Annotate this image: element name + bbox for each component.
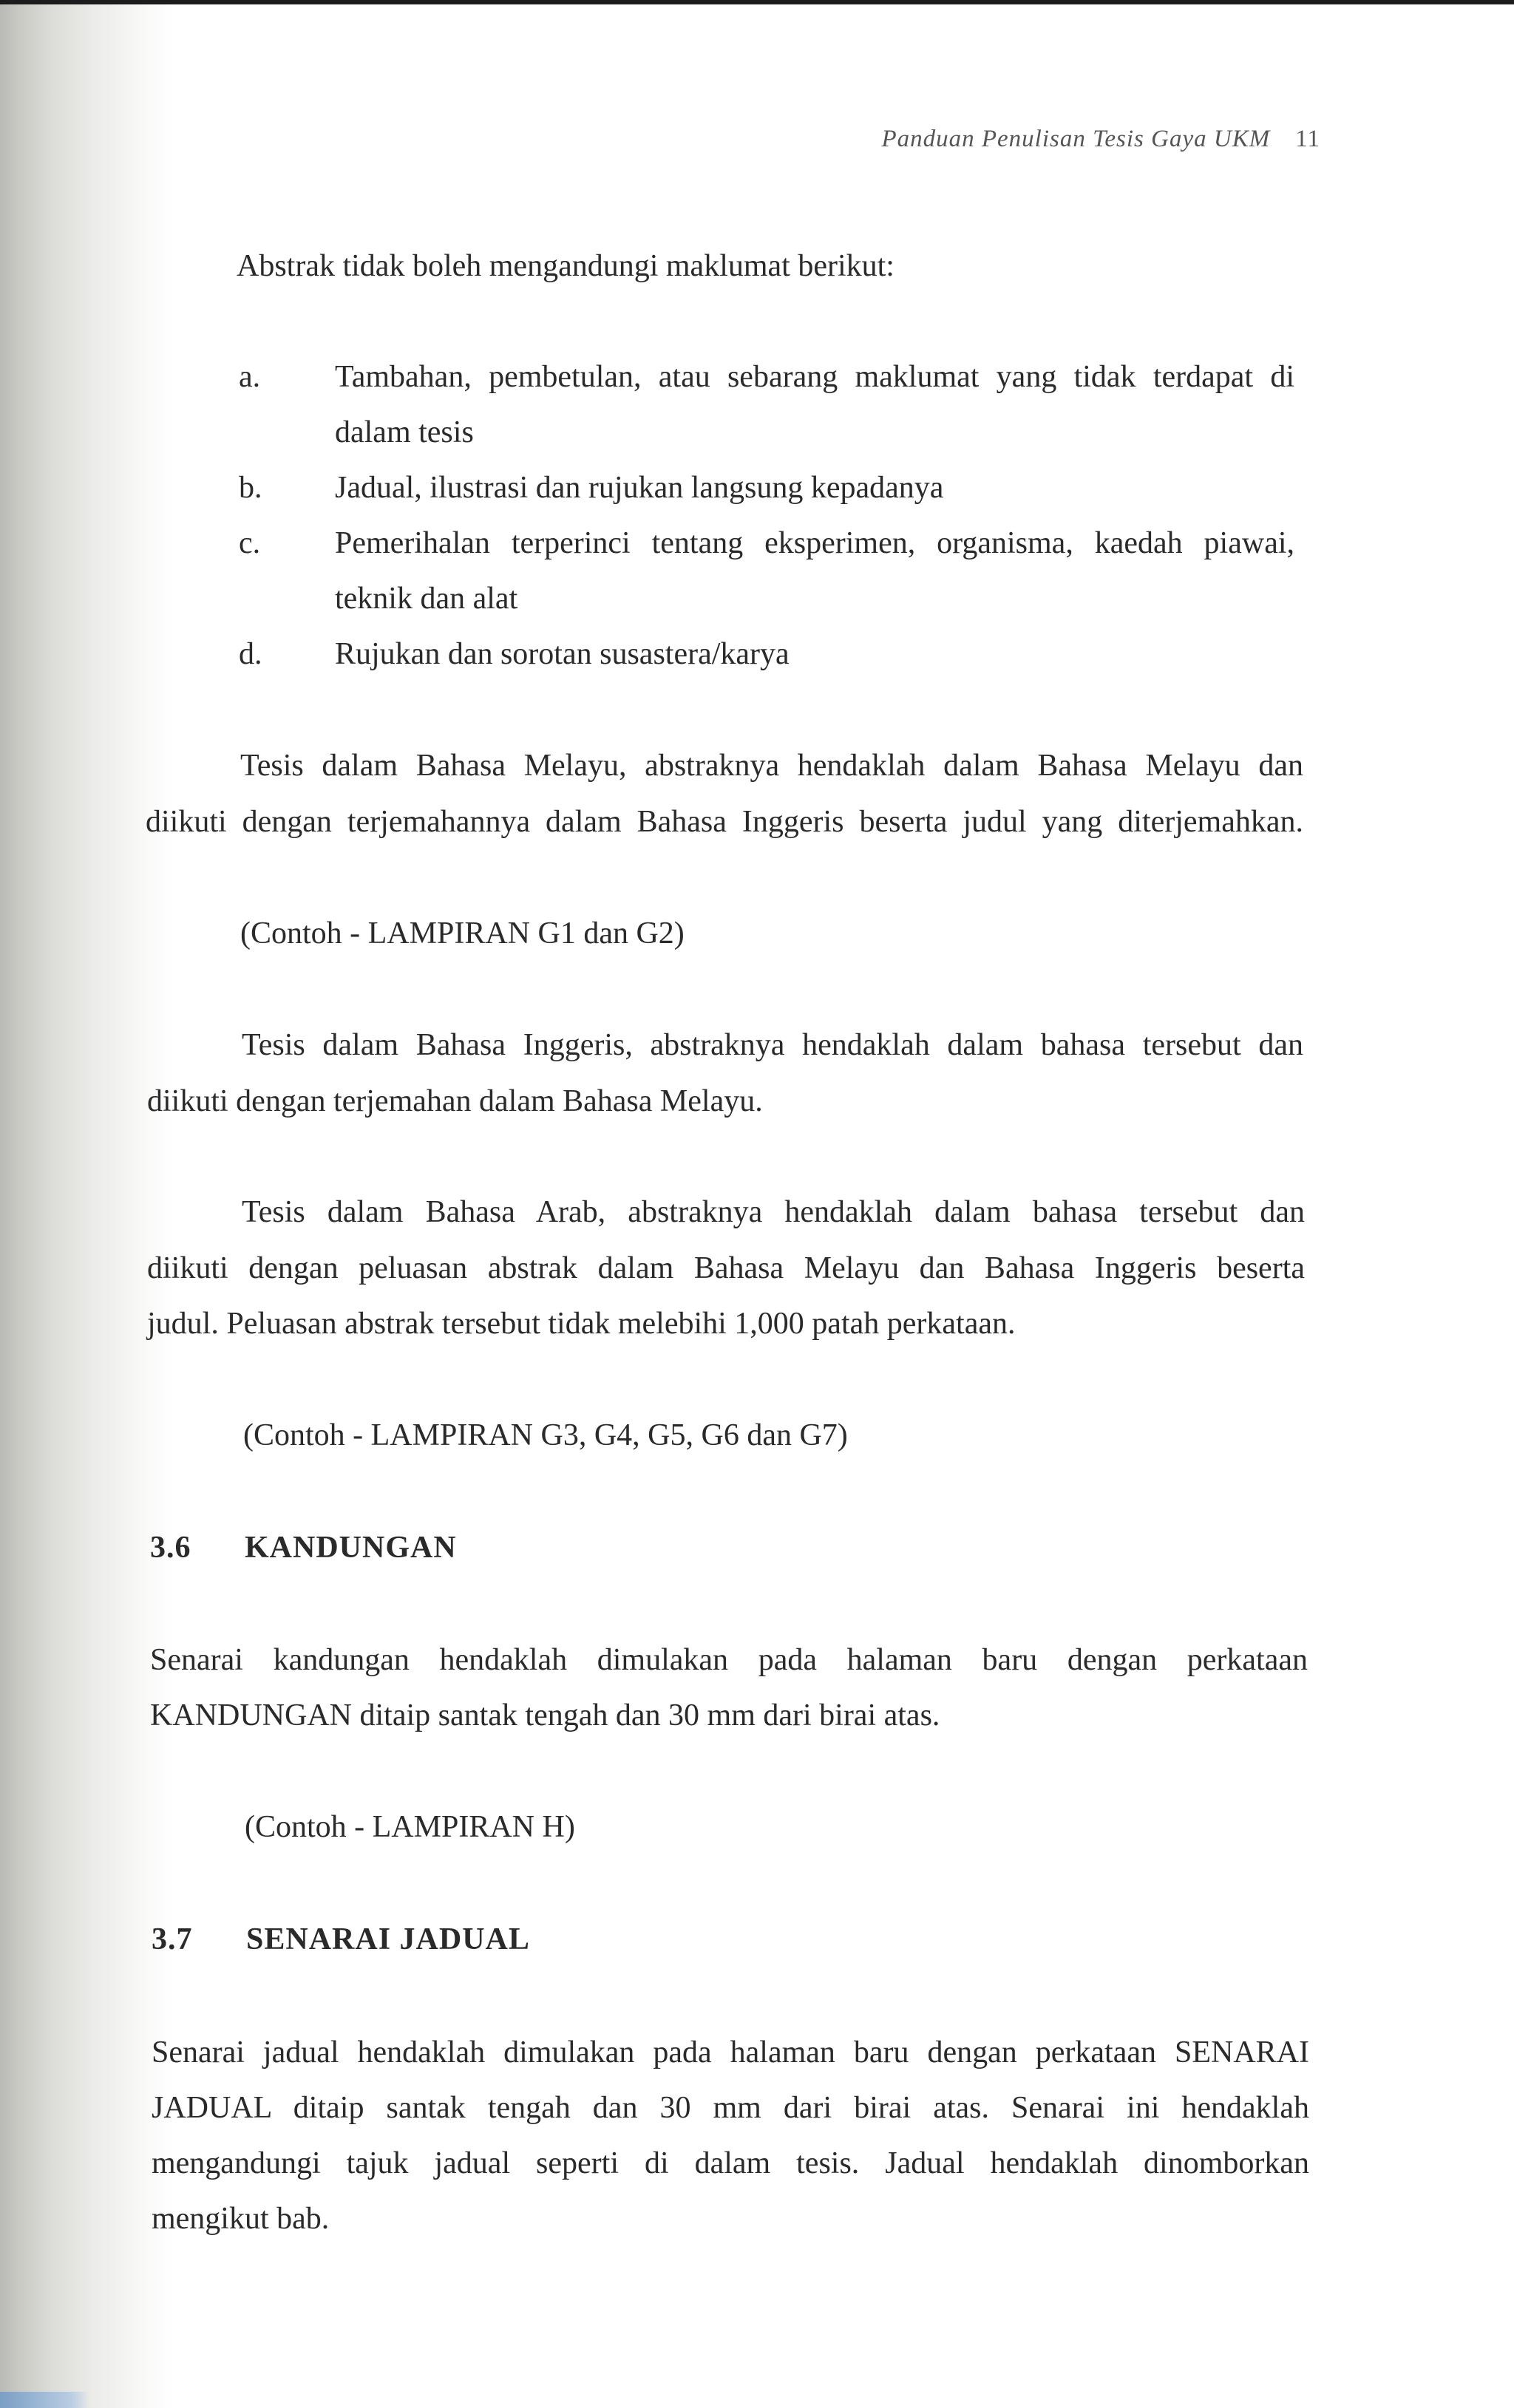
example-reference: (Contoh - LAMPIRAN G3, G4, G5, G6 dan G7) (243, 1418, 848, 1452)
section-title: KANDUNGAN (245, 1531, 457, 1565)
paragraph-line: JADUAL ditaip santak tengah dan 30 mm dari birai atas. Senarai ini hendaklah (152, 2091, 1309, 2125)
paragraph-line: Senarai kandungan hendaklah dimulakan pada halaman baru dengan perkataan (150, 1643, 1308, 1677)
list-item-line: dalam tesis (335, 415, 474, 449)
list-item-line: teknik dan alat (335, 582, 518, 616)
section-title: SENARAI JADUAL (246, 1922, 530, 1956)
paragraph-line: diikuti dengan terjemahan dalam Bahasa Melayu. (147, 1084, 763, 1118)
list-item-line: Pemerihalan terperinci tentang eksperimen, organisma, kaedah piawai, (335, 526, 1294, 560)
example-reference: (Contoh - LAMPIRAN G1 dan G2) (240, 916, 685, 950)
paragraph-line: diikuti dengan peluasan abstrak dalam Bahasa Melayu dan Bahasa Inggeris beserta (147, 1251, 1305, 1285)
abstract-intro: Abstrak tidak boleh mengandungi maklumat berikut: (237, 249, 895, 283)
list-marker: a. (239, 360, 261, 394)
list-marker: c. (239, 526, 261, 560)
paragraph-line: judul. Peluasan abstrak tersebut tidak melebihi 1,000 patah perkataan. (147, 1307, 1016, 1341)
binding-shadow (0, 4, 174, 2408)
running-title: Panduan Penulisan Tesis Gaya UKM (881, 126, 1271, 152)
paragraph-line: Tesis dalam Bahasa Melayu, abstraknya hendaklah dalam Bahasa Melayu dan (240, 749, 1303, 783)
paragraph-line: diikuti dengan terjemahannya dalam Bahasa Inggeris beserta judul yang diterjemahkan. (146, 805, 1303, 839)
paragraph-line: KANDUNGAN ditaip santak tengah dan 30 mm dari birai atas. (150, 1698, 940, 1732)
paragraph-line: mengikut bab. (152, 2202, 330, 2236)
list-marker: d. (239, 637, 262, 671)
paragraph-line: mengandungi tajuk jadual seperti di dalam tesis. Jadual hendaklah dinomborkan (152, 2146, 1309, 2180)
running-header (881, 126, 1320, 153)
list-item-line: Tambahan, pembetulan, atau sebarang maklumat yang tidak terdapat di (335, 360, 1294, 394)
paragraph-line: Tesis dalam Bahasa Inggeris, abstraknya hendaklah dalam bahasa tersebut dan (242, 1028, 1303, 1062)
page-number: 11 (1295, 126, 1320, 152)
list-item-line: Rujukan dan sorotan susastera/karya (335, 637, 790, 671)
example-reference: (Contoh - LAMPIRAN H) (245, 1810, 575, 1844)
section-number: 3.7 (152, 1922, 193, 1956)
paragraph-line: Senarai jadual hendaklah dimulakan pada halaman baru dengan perkataan SENARAI (152, 2035, 1309, 2069)
list-item-line: Jadual, ilustrasi dan rujukan langsung kepadanya (335, 471, 944, 505)
list-marker: b. (239, 471, 262, 505)
paragraph-line: Tesis dalam Bahasa Arab, abstraknya hendaklah dalam bahasa tersebut dan (242, 1195, 1305, 1229)
scan-edge-mark (0, 2392, 89, 2408)
page-top-edge (0, 0, 1514, 4)
section-number: 3.6 (150, 1531, 191, 1565)
